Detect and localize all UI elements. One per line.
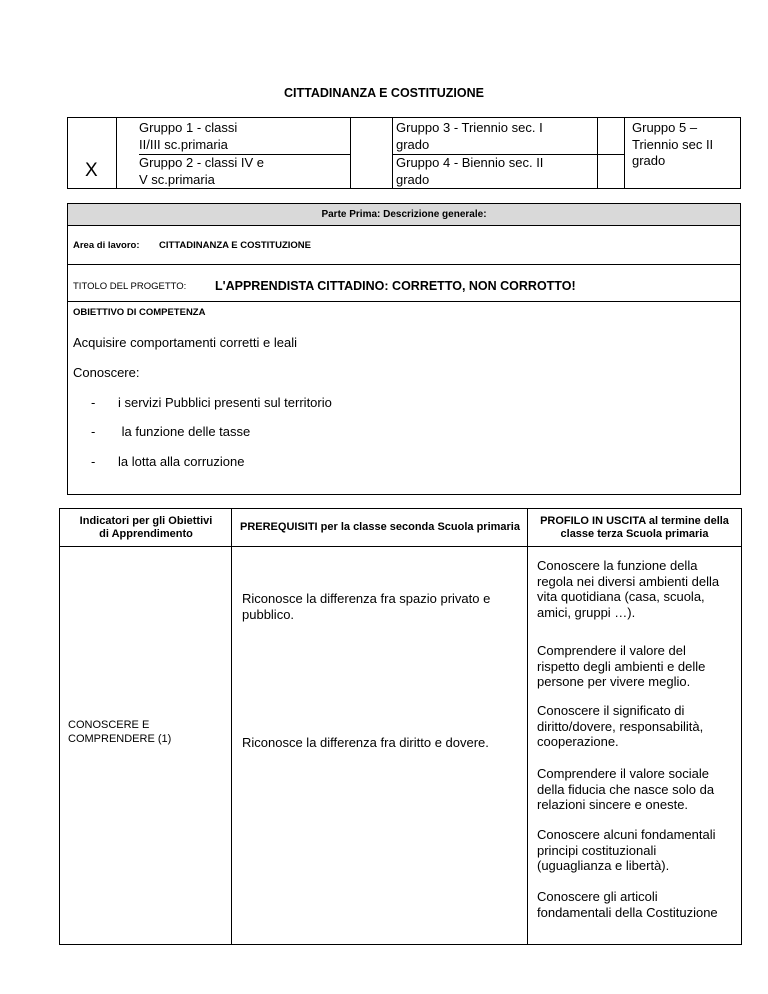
bullet-item: la lotta alla corruzione bbox=[118, 454, 245, 469]
profile-item: Comprendere il valore sociale della fiducia che nasce solo da relazioni sincere e oneste. bbox=[537, 766, 715, 812]
mark-cell[interactable] bbox=[68, 118, 117, 188]
selection-mark: X bbox=[85, 160, 98, 181]
group-5-label: Gruppo 5 – Triennio sec II grado bbox=[632, 120, 714, 168]
area-row bbox=[68, 226, 740, 265]
group-3-label: Gruppo 3 - Triennio sec. I grado bbox=[396, 120, 543, 152]
group-table bbox=[67, 117, 741, 189]
bullet-item: la funzione delle tasse bbox=[118, 424, 251, 439]
divider bbox=[598, 154, 625, 155]
bullet-dash: - bbox=[91, 454, 96, 469]
prereq-1: Riconosce la differenza fra spazio privato e pubblico. bbox=[242, 591, 491, 622]
objective-label: OBIETTIVO DI COMPETENZA bbox=[73, 307, 206, 318]
header-profile: PROFILO IN USCITA al termine della classe terza Scuola primaria bbox=[540, 514, 729, 540]
prereq-2: Riconosce la differenza fra diritto e dovere. bbox=[242, 735, 489, 750]
area-value: CITTADINANZA E COSTITUZIONE bbox=[159, 240, 311, 251]
page-title: CITTADINANZA E COSTITUZIONE bbox=[284, 86, 484, 100]
group-1-label: Gruppo 1 - classi II/III sc.primaria bbox=[139, 120, 238, 152]
learning-objectives-table bbox=[59, 508, 742, 945]
objective-block bbox=[68, 302, 740, 494]
objective-text: Acquisire comportamenti corretti e leali bbox=[73, 335, 297, 350]
bullet-item: i servizi Pubblici presenti sul territorio bbox=[118, 395, 332, 410]
group-2-label: Gruppo 2 - classi IV e V sc.primaria bbox=[139, 155, 264, 187]
group-cell-3-4 bbox=[393, 118, 598, 188]
col-divider-2 bbox=[232, 509, 528, 944]
profile-item: Comprendere il valore del rispetto degli ambienti e delle persone per vivere meglio. bbox=[537, 643, 706, 689]
profile-item: Conoscere gli articoli fondamentali della Costituzione bbox=[537, 889, 718, 920]
group-cell-1-2 bbox=[117, 118, 351, 188]
conoscere-label: Conoscere: bbox=[73, 365, 140, 380]
section-header: Parte Prima: Descrizione generale: bbox=[68, 204, 740, 226]
description-section bbox=[67, 203, 741, 495]
bullet-dash: - bbox=[91, 395, 96, 410]
group-cell-5 bbox=[625, 118, 740, 188]
header-indicators: Indicatori per gli Obiettivi di Apprendimento bbox=[79, 514, 213, 540]
spacer-cell bbox=[598, 118, 625, 188]
profile-item: Conoscere il significato di diritto/dovere, responsabilità, cooperazione. bbox=[537, 703, 704, 749]
spacer-cell bbox=[351, 118, 393, 188]
profile-item: Conoscere alcuni fondamentali principi costituzionali (uguaglianza e libertà). bbox=[537, 827, 716, 873]
indicator-cell: CONOSCERE E COMPRENDERE (1) bbox=[68, 719, 172, 745]
area-label: Area di lavoro: bbox=[73, 240, 140, 251]
project-title-label: TITOLO DEL PROGETTO: bbox=[73, 281, 187, 292]
profile-item: Conoscere la funzione della regola nei diversi ambienti della vita quotidiana (casa, scuola, amici, gruppi …). bbox=[537, 558, 720, 620]
header-prerequisites: PREREQUISITI per la classe seconda Scuola primaria bbox=[239, 521, 520, 533]
group-4-label: Gruppo 4 - Biennio sec. II grado bbox=[396, 155, 544, 187]
project-title-value: L'APPRENDISTA CITTADINO: CORRETTO, NON CORROTTO! bbox=[215, 279, 576, 293]
bullet-dash: - bbox=[91, 424, 96, 439]
title-row bbox=[68, 265, 740, 302]
